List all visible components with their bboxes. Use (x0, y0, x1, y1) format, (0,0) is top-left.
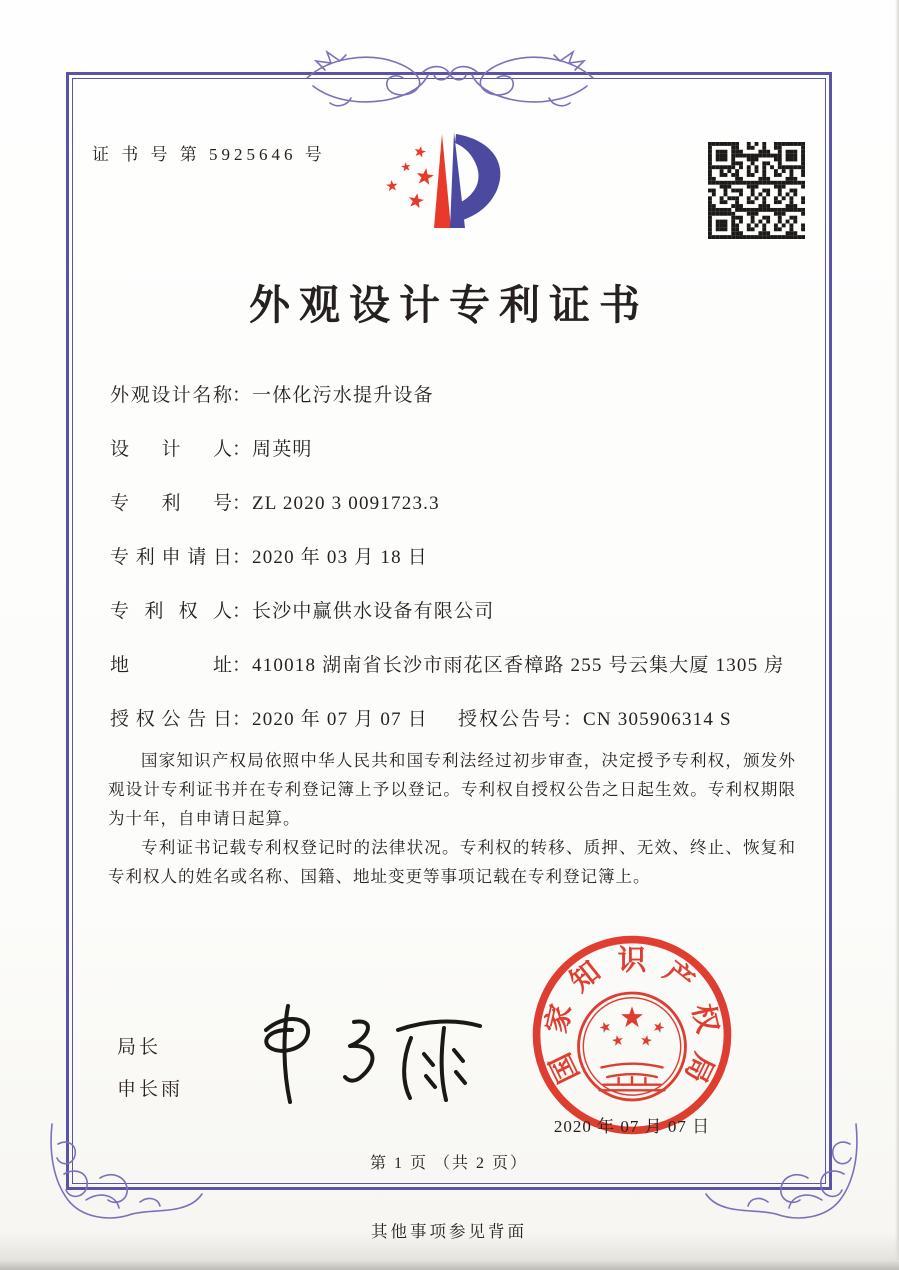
field-address (110, 656, 810, 675)
field-label: 外观设计名称 (110, 385, 232, 406)
field-colon: ： (232, 601, 252, 622)
field-label: 专利号 (110, 493, 232, 514)
field-label: 设计人 (110, 439, 232, 460)
field-patentee (110, 602, 810, 621)
field-value: 2020 年 03 月 18 日 (252, 547, 428, 568)
legal-text (108, 746, 796, 891)
field-grant-number (458, 710, 732, 729)
field-colon: ： (232, 439, 252, 460)
field-value: 长沙中赢供水设备有限公司 (252, 601, 495, 622)
svg-text:产: 产 (657, 955, 700, 999)
field-label: 地址 (110, 655, 232, 676)
director-signature-icon (248, 992, 498, 1112)
field-label: 专利申请日 (110, 547, 232, 568)
svg-text:知: 知 (564, 955, 607, 999)
field-value: 一体化污水提升设备 (252, 385, 434, 406)
field-colon: ： (232, 493, 252, 514)
certificate-number: 证 书 号 第 5925646 号 (92, 145, 326, 164)
qr-code (708, 142, 805, 239)
field-value: 周英明 (252, 439, 313, 460)
field-grant-date-and-number (110, 710, 810, 729)
svg-text:识: 识 (617, 944, 647, 977)
field-label: 授权公告号 (458, 709, 564, 730)
field-colon: ： (563, 709, 583, 730)
legal-paragraph-1: 国家知识产权局依照中华人民共和国专利法经过初步审查，决定授予专利权，颁发外观设计专利证书并在专利登记簿上予以登记。专利权自授权公告之日起生效。专利权期限为十年，自申请日起算。 (108, 751, 796, 828)
back-side-note: 其他事项参见背面 (371, 1222, 527, 1241)
scan-edge (0, 1260, 899, 1270)
field-colon: ： (232, 385, 252, 406)
field-patent-number (110, 494, 810, 513)
field-value: 2020 年 07 月 07 日 (252, 709, 428, 730)
seal-date: 2020 年 07 月 07 日 (553, 1117, 711, 1136)
field-design-name (110, 386, 810, 405)
field-designer (110, 440, 810, 459)
legal-paragraph-2: 专利证书记载专利权登记时的法律状况。专利权的转移、质押、无效、终止、恢复和专利权人的姓名或名称、国籍、地址变更等事项记载在专利登记簿上。 (108, 838, 796, 886)
svg-text:局: 局 (678, 1047, 720, 1088)
field-value: 410018 湖南省长沙市雨花区香樟路 255 号云集大厦 1305 房 (252, 655, 785, 676)
page-number: 第 1 页 （共 2 页） (369, 1155, 528, 1172)
officer-name: 申长雨 (117, 1079, 184, 1100)
cnipa-official-seal-icon (527, 930, 737, 1140)
certificate-title: 外观设计专利证书 (249, 282, 649, 328)
cnipa-patent-logo-icon (376, 124, 536, 248)
field-value: CN 305906314 S (583, 709, 732, 730)
field-label: 授权公告日 (110, 709, 232, 730)
officer-title: 局长 (117, 1037, 162, 1058)
svg-text:权: 权 (685, 1001, 724, 1037)
field-label: 专利权人 (110, 601, 232, 622)
field-colon: ： (232, 655, 252, 676)
certificate-fields (110, 386, 810, 764)
field-colon: ： (232, 547, 252, 568)
field-filing-date (110, 548, 810, 567)
svg-text:国: 国 (544, 1047, 586, 1088)
scan-edge (895, 0, 899, 1270)
field-colon: ： (232, 709, 252, 730)
field-value: ZL 2020 3 0091723.3 (252, 493, 440, 514)
svg-text:家: 家 (540, 1001, 579, 1037)
